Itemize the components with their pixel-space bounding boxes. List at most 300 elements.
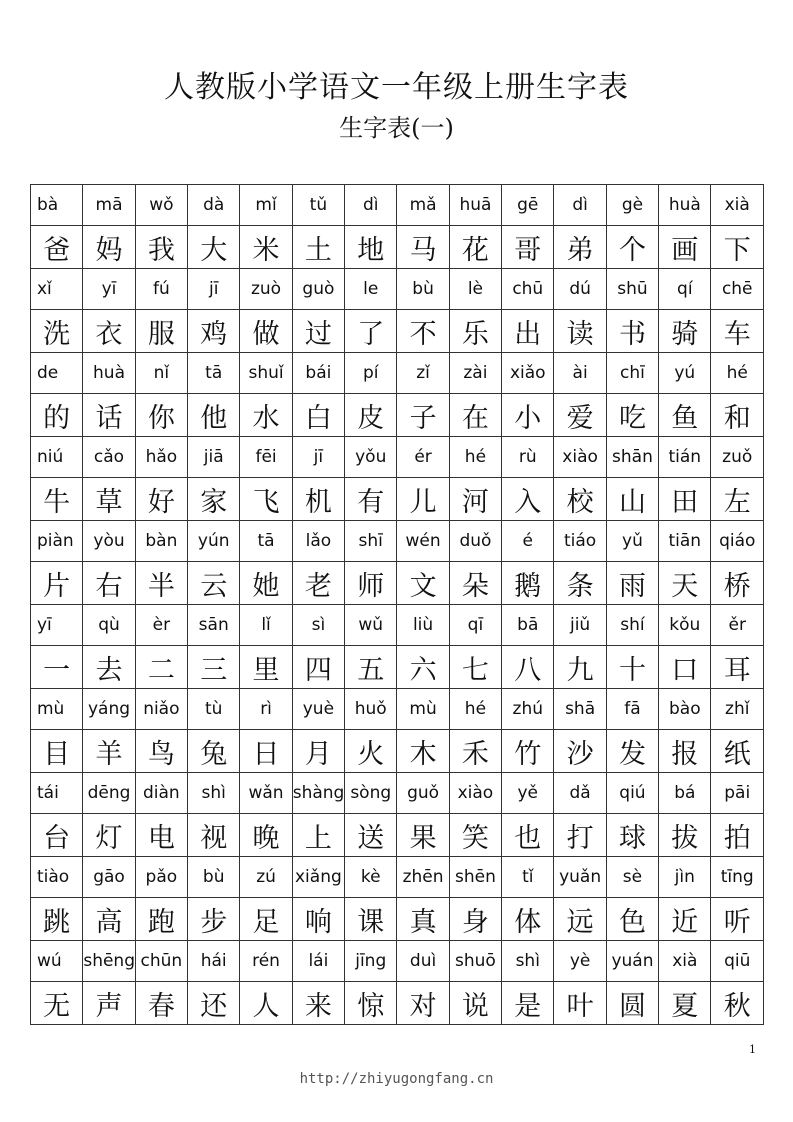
character-table	[30, 184, 764, 1025]
pinyin-row	[31, 521, 764, 562]
pinyin-cell: shì	[502, 941, 554, 982]
pinyin-cell: chū	[502, 269, 554, 310]
hanzi-cell: 鸟	[135, 730, 187, 773]
pinyin-cell: qiáo	[711, 521, 764, 562]
pinyin-cell: niú	[31, 437, 83, 478]
pinyin-row	[31, 437, 764, 478]
pinyin-cell: dēng	[83, 773, 135, 814]
pinyin-cell: guǒ	[397, 773, 449, 814]
pinyin-cell: qù	[83, 605, 135, 646]
pinyin-cell: dà	[188, 185, 240, 226]
pinyin-cell: yuè	[292, 689, 344, 730]
page-title: 人教版小学语文一年级上册生字表	[164, 70, 629, 105]
hanzi-cell: 响	[292, 898, 344, 941]
pinyin-cell: yuán	[606, 941, 658, 982]
pinyin-cell: xià	[659, 941, 711, 982]
pinyin-row	[31, 353, 764, 394]
hanzi-cell: 左	[711, 478, 764, 521]
pinyin-cell: yě	[502, 773, 554, 814]
hanzi-cell: 沙	[554, 730, 606, 773]
hanzi-cell: 上	[292, 814, 344, 857]
pinyin-cell: zài	[449, 353, 501, 394]
pinyin-cell: huà	[83, 353, 135, 394]
pinyin-cell: zuǒ	[711, 437, 764, 478]
pinyin-cell: bā	[502, 605, 554, 646]
hanzi-cell: 四	[292, 646, 344, 689]
pinyin-cell: pāi	[711, 773, 764, 814]
pinyin-cell: shuǐ	[240, 353, 292, 394]
hanzi-row	[31, 226, 764, 269]
pinyin-cell: dú	[554, 269, 606, 310]
hanzi-cell: 右	[83, 562, 135, 605]
hanzi-cell: 日	[240, 730, 292, 773]
hanzi-cell: 山	[606, 478, 658, 521]
hanzi-cell: 九	[554, 646, 606, 689]
pinyin-cell: hǎo	[135, 437, 187, 478]
hanzi-cell: 发	[606, 730, 658, 773]
hanzi-cell: 目	[31, 730, 83, 773]
hanzi-row	[31, 562, 764, 605]
hanzi-cell: 声	[83, 982, 135, 1025]
hanzi-cell: 入	[502, 478, 554, 521]
hanzi-cell: 的	[31, 394, 83, 437]
pinyin-cell: tiào	[31, 857, 83, 898]
pinyin-cell: wǔ	[345, 605, 397, 646]
pinyin-cell: rù	[502, 437, 554, 478]
pinyin-cell: sè	[606, 857, 658, 898]
hanzi-cell: 出	[502, 310, 554, 353]
pinyin-cell: jī	[188, 269, 240, 310]
pinyin-cell: ér	[397, 437, 449, 478]
pinyin-cell: zhēn	[397, 857, 449, 898]
pinyin-cell: rén	[240, 941, 292, 982]
hanzi-cell: 去	[83, 646, 135, 689]
hanzi-cell: 话	[83, 394, 135, 437]
hanzi-cell: 在	[449, 394, 501, 437]
pinyin-cell: shā	[554, 689, 606, 730]
hanzi-cell: 不	[397, 310, 449, 353]
pinyin-cell: tǔ	[292, 185, 344, 226]
pinyin-cell: é	[502, 521, 554, 562]
pinyin-cell: jiā	[188, 437, 240, 478]
hanzi-cell: 无	[31, 982, 83, 1025]
hanzi-cell: 人	[240, 982, 292, 1025]
hanzi-cell: 皮	[345, 394, 397, 437]
hanzi-cell: 灯	[83, 814, 135, 857]
hanzi-cell: 笑	[449, 814, 501, 857]
pinyin-cell: yún	[188, 521, 240, 562]
hanzi-cell: 对	[397, 982, 449, 1025]
hanzi-cell: 马	[397, 226, 449, 269]
pinyin-cell: mù	[397, 689, 449, 730]
pinyin-cell: huā	[449, 185, 501, 226]
pinyin-cell: xiǎo	[502, 353, 554, 394]
pinyin-cell: yè	[554, 941, 606, 982]
hanzi-cell: 吃	[606, 394, 658, 437]
hanzi-cell: 三	[188, 646, 240, 689]
pinyin-cell: tái	[31, 773, 83, 814]
pinyin-cell: fú	[135, 269, 187, 310]
pinyin-cell: yǒu	[345, 437, 397, 478]
hanzi-row	[31, 814, 764, 857]
character-table-body	[31, 185, 764, 1025]
pinyin-cell: bào	[659, 689, 711, 730]
pinyin-row	[31, 269, 764, 310]
hanzi-cell: 他	[188, 394, 240, 437]
pinyin-cell: yuǎn	[554, 857, 606, 898]
hanzi-cell: 远	[554, 898, 606, 941]
hanzi-cell: 鸡	[188, 310, 240, 353]
pinyin-cell: bù	[188, 857, 240, 898]
pinyin-cell: wǒ	[135, 185, 187, 226]
hanzi-cell: 校	[554, 478, 606, 521]
pinyin-cell: yī	[83, 269, 135, 310]
pinyin-cell: xiào	[449, 773, 501, 814]
pinyin-cell: bàn	[135, 521, 187, 562]
pinyin-cell: zhǐ	[711, 689, 764, 730]
hanzi-cell: 服	[135, 310, 187, 353]
hanzi-cell: 口	[659, 646, 711, 689]
hanzi-cell: 了	[345, 310, 397, 353]
pinyin-cell: sān	[188, 605, 240, 646]
hanzi-cell: 跳	[31, 898, 83, 941]
pinyin-cell: mǎ	[397, 185, 449, 226]
hanzi-cell: 十	[606, 646, 658, 689]
pinyin-cell: shí	[606, 605, 658, 646]
pinyin-cell: qiú	[606, 773, 658, 814]
pinyin-cell: zǐ	[397, 353, 449, 394]
pinyin-cell: tù	[188, 689, 240, 730]
pinyin-cell: xǐ	[31, 269, 83, 310]
hanzi-cell: 色	[606, 898, 658, 941]
hanzi-cell: 爱	[554, 394, 606, 437]
hanzi-row	[31, 478, 764, 521]
footer-url: http://zhiyugongfang.cn	[299, 1071, 494, 1087]
hanzi-cell: 五	[345, 646, 397, 689]
pinyin-cell: zú	[240, 857, 292, 898]
hanzi-cell: 纸	[711, 730, 764, 773]
pinyin-cell: ài	[554, 353, 606, 394]
hanzi-cell: 也	[502, 814, 554, 857]
hanzi-cell: 禾	[449, 730, 501, 773]
pinyin-cell: shī	[345, 521, 397, 562]
pinyin-cell: yī	[31, 605, 83, 646]
hanzi-row	[31, 646, 764, 689]
hanzi-cell: 打	[554, 814, 606, 857]
page-number: 1	[749, 1043, 756, 1056]
hanzi-cell: 土	[292, 226, 344, 269]
hanzi-cell: 一	[31, 646, 83, 689]
hanzi-cell: 田	[659, 478, 711, 521]
pinyin-row	[31, 857, 764, 898]
hanzi-row	[31, 898, 764, 941]
pinyin-cell: cǎo	[83, 437, 135, 478]
hanzi-cell: 爸	[31, 226, 83, 269]
pinyin-cell: tā	[188, 353, 240, 394]
hanzi-cell: 雨	[606, 562, 658, 605]
hanzi-cell: 云	[188, 562, 240, 605]
pinyin-cell: rì	[240, 689, 292, 730]
hanzi-cell: 大	[188, 226, 240, 269]
hanzi-cell: 叶	[554, 982, 606, 1025]
hanzi-cell: 个	[606, 226, 658, 269]
hanzi-cell: 花	[449, 226, 501, 269]
hanzi-cell: 好	[135, 478, 187, 521]
hanzi-cell: 拔	[659, 814, 711, 857]
pinyin-cell: duǒ	[449, 521, 501, 562]
hanzi-cell: 草	[83, 478, 135, 521]
hanzi-cell: 拍	[711, 814, 764, 857]
pinyin-cell: shuō	[449, 941, 501, 982]
hanzi-cell: 衣	[83, 310, 135, 353]
hanzi-cell: 我	[135, 226, 187, 269]
hanzi-cell: 还	[188, 982, 240, 1025]
pinyin-cell: jīng	[345, 941, 397, 982]
hanzi-cell: 飞	[240, 478, 292, 521]
pinyin-cell: lè	[449, 269, 501, 310]
pinyin-cell: bà	[31, 185, 83, 226]
hanzi-cell: 妈	[83, 226, 135, 269]
pinyin-cell: jìn	[659, 857, 711, 898]
pinyin-cell: tián	[659, 437, 711, 478]
hanzi-cell: 有	[345, 478, 397, 521]
hanzi-cell: 子	[397, 394, 449, 437]
hanzi-cell: 鹅	[502, 562, 554, 605]
hanzi-row	[31, 982, 764, 1025]
hanzi-cell: 课	[345, 898, 397, 941]
hanzi-cell: 米	[240, 226, 292, 269]
pinyin-cell: huà	[659, 185, 711, 226]
hanzi-cell: 秋	[711, 982, 764, 1025]
pinyin-cell: yǔ	[606, 521, 658, 562]
hanzi-cell: 体	[502, 898, 554, 941]
hanzi-cell: 老	[292, 562, 344, 605]
hanzi-cell: 过	[292, 310, 344, 353]
pinyin-row	[31, 185, 764, 226]
pinyin-cell: hái	[188, 941, 240, 982]
pinyin-cell: kǒu	[659, 605, 711, 646]
hanzi-cell: 她	[240, 562, 292, 605]
hanzi-cell: 桥	[711, 562, 764, 605]
pinyin-cell: hé	[449, 437, 501, 478]
hanzi-cell: 竹	[502, 730, 554, 773]
hanzi-cell: 果	[397, 814, 449, 857]
pinyin-cell: dì	[554, 185, 606, 226]
pinyin-cell: yòu	[83, 521, 135, 562]
hanzi-cell: 来	[292, 982, 344, 1025]
hanzi-cell: 火	[345, 730, 397, 773]
hanzi-cell: 电	[135, 814, 187, 857]
hanzi-cell: 兔	[188, 730, 240, 773]
pinyin-cell: chē	[711, 269, 764, 310]
hanzi-cell: 跑	[135, 898, 187, 941]
hanzi-cell: 说	[449, 982, 501, 1025]
hanzi-cell: 白	[292, 394, 344, 437]
hanzi-cell: 近	[659, 898, 711, 941]
hanzi-cell: 条	[554, 562, 606, 605]
pinyin-cell: gāo	[83, 857, 135, 898]
pinyin-cell: èr	[135, 605, 187, 646]
hanzi-cell: 是	[502, 982, 554, 1025]
hanzi-cell: 你	[135, 394, 187, 437]
pinyin-cell: wén	[397, 521, 449, 562]
hanzi-cell: 小	[502, 394, 554, 437]
pinyin-cell: gè	[606, 185, 658, 226]
hanzi-cell: 耳	[711, 646, 764, 689]
pinyin-cell: xiào	[554, 437, 606, 478]
hanzi-cell: 儿	[397, 478, 449, 521]
hanzi-cell: 球	[606, 814, 658, 857]
pinyin-cell: yú	[659, 353, 711, 394]
pinyin-cell: chī	[606, 353, 658, 394]
pinyin-cell: bù	[397, 269, 449, 310]
hanzi-cell: 六	[397, 646, 449, 689]
hanzi-cell: 圆	[606, 982, 658, 1025]
pinyin-cell: gē	[502, 185, 554, 226]
hanzi-cell: 里	[240, 646, 292, 689]
hanzi-cell: 高	[83, 898, 135, 941]
hanzi-cell: 惊	[345, 982, 397, 1025]
pinyin-cell: shū	[606, 269, 658, 310]
pinyin-cell: shì	[188, 773, 240, 814]
hanzi-cell: 洗	[31, 310, 83, 353]
pinyin-cell: kè	[345, 857, 397, 898]
pinyin-cell: lǎo	[292, 521, 344, 562]
hanzi-cell: 八	[502, 646, 554, 689]
pinyin-cell: lǐ	[240, 605, 292, 646]
hanzi-cell: 车	[711, 310, 764, 353]
hanzi-row	[31, 394, 764, 437]
pinyin-cell: fēi	[240, 437, 292, 478]
hanzi-cell: 哥	[502, 226, 554, 269]
pinyin-cell: diàn	[135, 773, 187, 814]
pinyin-cell: mǐ	[240, 185, 292, 226]
pinyin-cell: tīng	[711, 857, 764, 898]
pinyin-cell: zuò	[240, 269, 292, 310]
pinyin-cell: wú	[31, 941, 83, 982]
pinyin-row	[31, 941, 764, 982]
hanzi-cell: 羊	[83, 730, 135, 773]
pinyin-cell: xiǎng	[292, 857, 344, 898]
hanzi-cell: 视	[188, 814, 240, 857]
hanzi-cell: 做	[240, 310, 292, 353]
pinyin-cell: xià	[711, 185, 764, 226]
hanzi-cell: 二	[135, 646, 187, 689]
pinyin-cell: duì	[397, 941, 449, 982]
pinyin-cell: de	[31, 353, 83, 394]
pinyin-cell: ěr	[711, 605, 764, 646]
hanzi-row	[31, 730, 764, 773]
pinyin-cell: le	[345, 269, 397, 310]
pinyin-cell: yáng	[83, 689, 135, 730]
hanzi-cell: 天	[659, 562, 711, 605]
hanzi-cell: 弟	[554, 226, 606, 269]
hanzi-cell: 水	[240, 394, 292, 437]
pinyin-cell: niǎo	[135, 689, 187, 730]
pinyin-cell: dǎ	[554, 773, 606, 814]
hanzi-cell: 书	[606, 310, 658, 353]
hanzi-cell: 真	[397, 898, 449, 941]
hanzi-cell: 半	[135, 562, 187, 605]
pinyin-cell: qī	[449, 605, 501, 646]
pinyin-row	[31, 773, 764, 814]
hanzi-cell: 师	[345, 562, 397, 605]
pinyin-cell: tǐ	[502, 857, 554, 898]
hanzi-cell: 读	[554, 310, 606, 353]
pinyin-cell: guò	[292, 269, 344, 310]
pinyin-cell: dì	[345, 185, 397, 226]
hanzi-cell: 步	[188, 898, 240, 941]
pinyin-row	[31, 605, 764, 646]
hanzi-cell: 足	[240, 898, 292, 941]
pinyin-cell: tiān	[659, 521, 711, 562]
pinyin-cell: tā	[240, 521, 292, 562]
hanzi-cell: 晚	[240, 814, 292, 857]
hanzi-cell: 朵	[449, 562, 501, 605]
hanzi-cell: 和	[711, 394, 764, 437]
pinyin-cell: mā	[83, 185, 135, 226]
pinyin-cell: zhú	[502, 689, 554, 730]
hanzi-cell: 送	[345, 814, 397, 857]
page-subtitle: 生字表(一)	[339, 114, 454, 142]
pinyin-cell: hé	[711, 353, 764, 394]
pinyin-cell: shān	[606, 437, 658, 478]
hanzi-cell: 夏	[659, 982, 711, 1025]
hanzi-cell: 木	[397, 730, 449, 773]
pinyin-cell: tiáo	[554, 521, 606, 562]
hanzi-cell: 春	[135, 982, 187, 1025]
hanzi-cell: 河	[449, 478, 501, 521]
pinyin-cell: chūn	[135, 941, 187, 982]
hanzi-cell: 机	[292, 478, 344, 521]
pinyin-cell: shēng	[83, 941, 135, 982]
hanzi-cell: 七	[449, 646, 501, 689]
pinyin-cell: shàng	[292, 773, 344, 814]
hanzi-cell: 骑	[659, 310, 711, 353]
pinyin-cell: qí	[659, 269, 711, 310]
hanzi-cell: 乐	[449, 310, 501, 353]
hanzi-cell: 地	[345, 226, 397, 269]
pinyin-cell: qiū	[711, 941, 764, 982]
pinyin-cell: pǎo	[135, 857, 187, 898]
pinyin-cell: shēn	[449, 857, 501, 898]
pinyin-cell: sòng	[345, 773, 397, 814]
hanzi-cell: 画	[659, 226, 711, 269]
hanzi-cell: 片	[31, 562, 83, 605]
pinyin-cell: sì	[292, 605, 344, 646]
pinyin-cell: piàn	[31, 521, 83, 562]
pinyin-cell: lái	[292, 941, 344, 982]
hanzi-cell: 文	[397, 562, 449, 605]
pinyin-cell: jī	[292, 437, 344, 478]
hanzi-cell: 鱼	[659, 394, 711, 437]
hanzi-cell: 下	[711, 226, 764, 269]
pinyin-cell: bái	[292, 353, 344, 394]
pinyin-cell: pí	[345, 353, 397, 394]
hanzi-row	[31, 310, 764, 353]
pinyin-cell: hé	[449, 689, 501, 730]
pinyin-cell: liù	[397, 605, 449, 646]
pinyin-cell: huǒ	[345, 689, 397, 730]
hanzi-cell: 听	[711, 898, 764, 941]
pinyin-row	[31, 689, 764, 730]
pinyin-cell: fā	[606, 689, 658, 730]
hanzi-cell: 月	[292, 730, 344, 773]
pinyin-cell: bá	[659, 773, 711, 814]
hanzi-cell: 报	[659, 730, 711, 773]
pinyin-cell: wǎn	[240, 773, 292, 814]
hanzi-cell: 身	[449, 898, 501, 941]
